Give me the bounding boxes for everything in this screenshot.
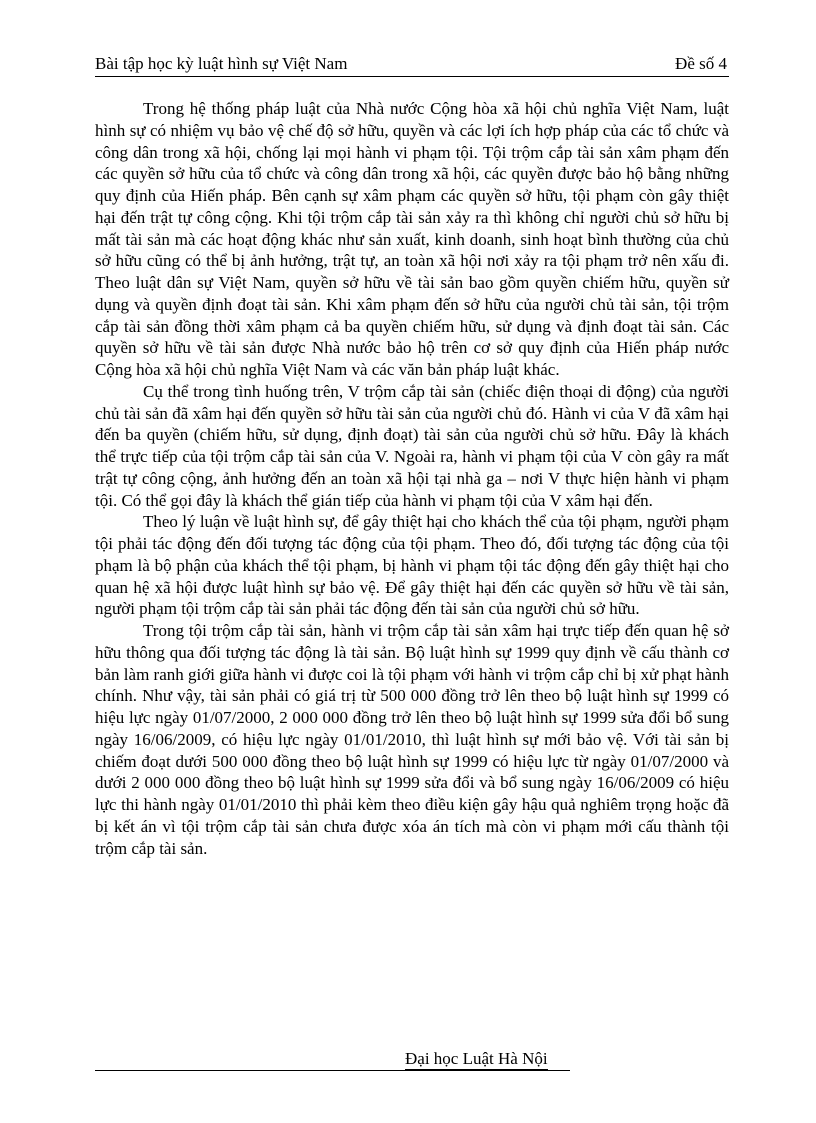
header-exam-number: Đề số 4 [675,54,727,73]
page-header [95,52,729,77]
footer-rule [95,1070,570,1071]
paragraph-3: Theo lý luận về luật hình sự, để gây thiệt hại cho khách thể của tội phạm, người phạm tội phải tác động đến đối tượng tác động của tội phạm. Theo đó, đối tượng tác động của tội phạm là bộ phận của khách thể tội phạm, bị hành vi phạm tội tác động đến gây thiệt hại cho quan hệ xã hội được luật hình sự bảo vệ. Để gây thiệt hại đến các quyền sở hữu về tài sản, người phạm tội trộm cắp tài sản phải tác động đến tài sản của người chủ sở hữu. [95,512,729,619]
page-footer [95,1045,729,1071]
paragraph-4: Trong tội trộm cắp tài sản, hành vi trộm cắp tài sản xâm hại trực tiếp đến quan hệ sở hữu thông qua đối tượng tác động là tài sản. Bộ luật hình sự 1999 quy định về cấu thành cơ bản làm ranh giới giữa hành vi được coi là tội phạm với hành vi trộm cắp chỉ bị xử phạt hành chính. Như vậy, tài sản phải có giá trị từ 500 000 đồng trở lên theo bộ luật hình sự 1999 có hiệu lực ngày 01/07/2000, 2 000 000 đồng trở lên theo bộ luật hình sự 1999 sửa đổi bổ sung ngày 16/06/2009, có hiệu lực ngày 01/01/2010, thì luật hình sự mới bảo vệ. Với tài sản bị chiếm đoạt dưới 500 000 đồng theo bộ luật hình sự 1999 có hiệu lực từ ngày 01/07/2000 và dưới 2 000 000 đồng theo bộ luật hình sự 1999 sửa đổi và bổ sung ngày 16/06/2009 có hiệu lực thi hành ngày 01/01/2010 thì phải kèm theo điều kiện gây hậu quả nghiêm trọng hoặc đã bị kết án vì tội trộm cắp tài sản chưa được xóa án tích mà còn vi phạm mới cấu thành tội trộm cắp tài sản. [95,621,729,858]
paragraph-1: Trong hệ thống pháp luật của Nhà nước Cộng hòa xã hội chủ nghĩa Việt Nam, luật hình sự có nhiệm vụ bảo vệ chế độ sở hữu, quyền và các lợi ích hợp pháp của các tổ chức và công dân trong xã hội, chống lại mọi hành vi phạm tội. Tội trộm cắp tài sản xâm phạm đến các quyền sở hữu của tổ chức và công dân trong xã hội, các quyền được bảo hộ bằng những quy định của Hiến pháp. Bên cạnh sự xâm phạm các quyền sở hữu, tội phạm còn gây thiệt hại đến trật tự công cộng. Khi tội trộm cắp tài sản xảy ra thì không chỉ người chủ sở hữu bị mất tài sản mà các hoạt động khác như sản xuất, kinh doanh, sinh hoạt bình thường của chủ sở hữu cũng có thể bị ảnh hưởng, trật tự, an toàn xã hội nơi xảy ra tội phạm trở nên xấu đi. Theo luật dân sự Việt Nam, quyền sở hữu về tài sản bao gồm quyền chiếm hữu, quyền sử dụng và quyền định đoạt tài sản. Khi xâm phạm đến sở hữu của người chủ tài sản, tội trộm cắp tài sản đồng thời xâm phạm cả ba quyền chiếm hữu, sử dụng và định đoạt tài sản. Các quyền sở hữu về tài sản được Nhà nước bảo hộ trên cơ sở quy định của Hiến pháp nước Cộng hòa xã hội chủ nghĩa Việt Nam và các văn bản pháp luật khác. [95,99,729,379]
header-title: Bài tập học kỳ luật hình sự Việt Nam [95,54,348,73]
document-body [95,98,729,859]
paragraph-2: Cụ thể trong tình huống trên, V trộm cắp tài sản (chiếc điện thoại di động) của người chủ tài sản đã xâm hại đến quyền sở hữu tài sản của người chủ đó. Hành vi của V đã xâm hại đến ba quyền (chiếm hữu, sử dụng, định đoạt) tài sản của người chủ sở hữu. Đây là khách thể trực tiếp của tội trộm cắp tài sản của V. Ngoài ra, hành vi phạm tội của V còn gây ra mất trật tự công cộng, ảnh hưởng đến an toàn xã hội tại nhà ga – nơi V thực hiện hành vi phạm tội. Có thể gọi đây là khách thể gián tiếp của hành vi phạm tội của V xâm hại đến. [95,381,729,510]
footer-text: Đại học Luật Hà Nội [405,1049,548,1068]
